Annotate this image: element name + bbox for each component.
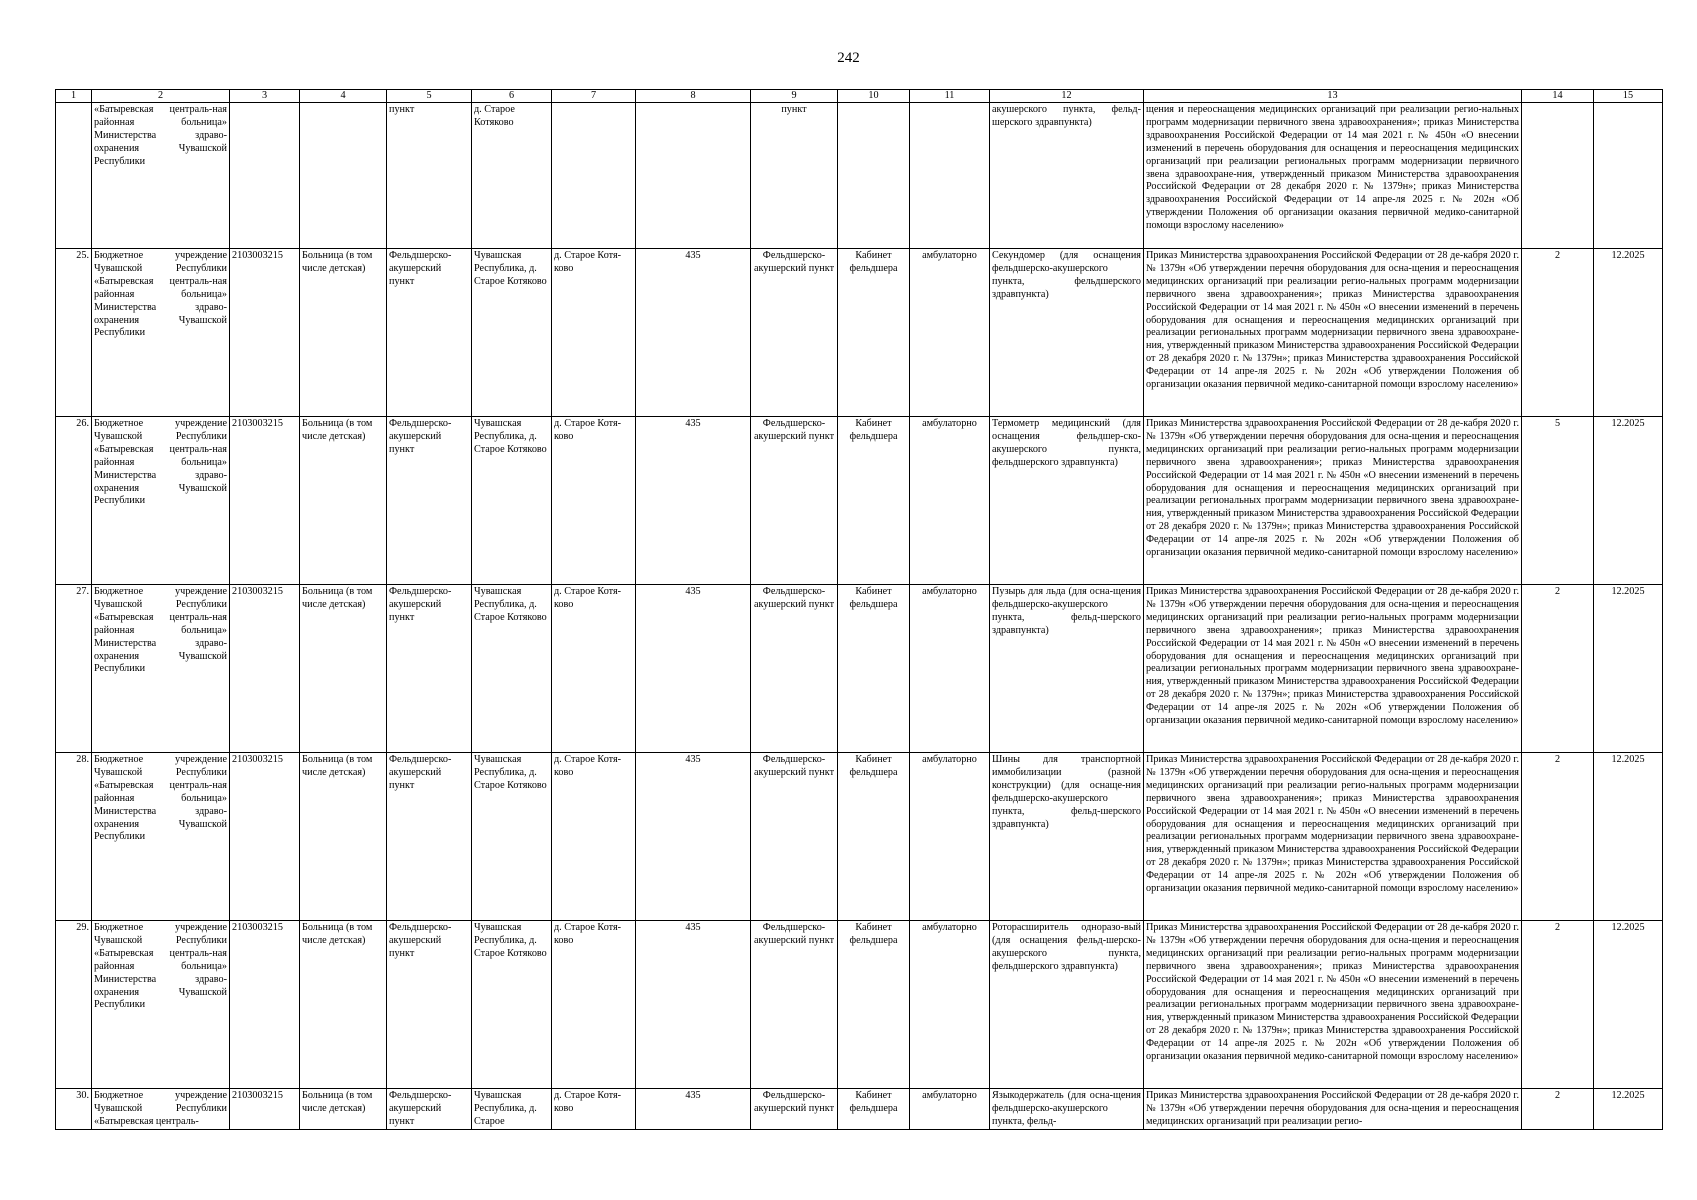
- cell-code: 435: [636, 585, 751, 753]
- cell-qty: 2: [1522, 753, 1594, 921]
- cell-room: Кабинет фельдшера: [838, 417, 910, 585]
- cell-code: 435: [636, 1089, 751, 1130]
- cell-mode: амбулаторно: [910, 1089, 990, 1130]
- cell-item: Секундомер (для оснащения фельдшерско-акушерского пункта, фельдшерского здравпункта): [990, 249, 1144, 417]
- cell-qty: 2: [1522, 249, 1594, 417]
- cell-unit: Фельдшерско-акушерский пункт: [387, 921, 472, 1089]
- cell-room: Кабинет фельдшера: [838, 585, 910, 753]
- cell-inn: [230, 103, 300, 249]
- cell-org: Бюджетное учреждение Чувашской Республики «Батыревская централь-: [92, 1089, 230, 1130]
- cell-type: Больница (в том числе детская): [300, 753, 387, 921]
- cell-num: 27.: [56, 585, 92, 753]
- cell-basis: Приказ Министерства здравоохранения Российской Федерации от 28 де-кабря 2020 г. № 1379н «Об утверждении перечня оборудования для осна-щения и переоснащения медицинских организаций при реализации регио-нальных программ модернизации первичного звена здравоохранения»; приказ Министерства здравоохранения Российской Федерации от 14 мая 2021 г. № 450н «О внесении изменений в перечень оборудования для оснащения и переоснащения медицинских организаций при реализации региональных программ модернизации первичного звена здравоохране-ния, утвержденный приказом Министерства здравоохранения Российской Федерации от 28 декабря 2020 г. № 1379н»; приказ Министерства здравоохранения Российской Федерации от 14 апре-ля 2025 г. № 202н «Об утверждении Положения об организации оказания первичной медико-санитарной помощи взрослому населению»: [1144, 753, 1522, 921]
- cell-unit: Фельдшерско-акушерский пункт: [387, 1089, 472, 1130]
- cell-qty: 2: [1522, 585, 1594, 753]
- cell-unit: Фельдшерско-акушерский пункт: [387, 249, 472, 417]
- cell-unit: Фельдшерско-акушерский пункт: [387, 753, 472, 921]
- cell-num: 25.: [56, 249, 92, 417]
- cell-item: Языкодержатель (для осна-щения фельдшерско-акушерского пункта, фельд-: [990, 1089, 1144, 1130]
- cell-mode: амбулаторно: [910, 585, 990, 753]
- col-header: 8: [636, 90, 751, 103]
- cell-room: Кабинет фельдшера: [838, 921, 910, 1089]
- column-number-row: [56, 90, 1663, 103]
- col-header: 2: [92, 90, 230, 103]
- cell-date: 12.2025: [1594, 585, 1663, 753]
- cell-basis: Приказ Министерства здравоохранения Российской Федерации от 28 де-кабря 2020 г. № 1379н «Об утверждении перечня оборудования для осна-щения и переоснащения медицинских организаций при реализации регио-нальных программ модернизации первичного звена здравоохранения»; приказ Министерства здравоохранения Российской Федерации от 14 мая 2021 г. № 450н «О внесении изменений в перечень оборудования для оснащения и переоснащения медицинских организаций при реализации региональных программ модернизации первичного звена здравоохране-ния, утвержденный приказом Министерства здравоохранения Российской Федерации от 28 декабря 2020 г. № 1379н»; приказ Министерства здравоохранения Российской Федерации от 14 апре-ля 2025 г. № 202н «Об утверждении Положения об организации оказания первичной медико-санитарной помощи взрослому населению»: [1144, 249, 1522, 417]
- cell-item: Пузырь для льда (для осна-щения фельдшерско-акушерского пункта, фельд-шерского здравпункта): [990, 585, 1144, 753]
- cell-unit: Фельдшерско-акушерский пункт: [387, 417, 472, 585]
- table-row: [56, 417, 1663, 585]
- col-header: 6: [472, 90, 552, 103]
- cell-subunit: пункт: [751, 103, 838, 249]
- cell-locality: д. Старое Котя-ково: [552, 1089, 636, 1130]
- cell-date: 12.2025: [1594, 753, 1663, 921]
- cell-qty: 5: [1522, 417, 1594, 585]
- cell-item: Шины для транспортной иммобилизации (разной конструкции) (для оснаще-ния фельдшерско-акушерского пункта, фельд-шерского здравпункта): [990, 753, 1144, 921]
- cell-code: [636, 103, 751, 249]
- cell-num: 29.: [56, 921, 92, 1089]
- cell-room: Кабинет фельдшера: [838, 1089, 910, 1130]
- cell-num: 28.: [56, 753, 92, 921]
- cell-inn: 2103003215: [230, 585, 300, 753]
- cell-address: Чувашская Республика, д. Старое Котяково: [472, 753, 552, 921]
- cell-code: 435: [636, 249, 751, 417]
- cell-basis: Приказ Министерства здравоохранения Российской Федерации от 28 де-кабря 2020 г. № 1379н «Об утверждении перечня оборудования для осна-щения и переоснащения медицинских организаций при реализации регио-: [1144, 1089, 1522, 1130]
- cell-inn: 2103003215: [230, 249, 300, 417]
- cell-num: [56, 103, 92, 249]
- cell-item: Термометр медицинский (для оснащения фельдшер-ско-акушерского пункта, фельдшерского здравпункта): [990, 417, 1144, 585]
- cell-basis: щения и переоснащения медицинских организаций при реализации регио-нальных программ модернизации первичного звена здравоохранения»; приказ Министерства здравоохранения Российской Федерации от 14 мая 2021 г. № 450н «О внесении изменений в перечень оборудования для оснащения и переоснащения медицинских организаций при реализации региональных программ модернизации первичного звена здравоохране-ния, утвержденный приказом Министерства здравоохранения Российской Федерации от 28 декабря 2020 г. № 1379н»; приказ Министерства здравоохранения Российской Федерации от 14 апре-ля 2025 г. № 202н «Об утверждении Положения об организации оказания первичной медико-санитарной помощи взрослому населению»: [1144, 103, 1522, 249]
- cell-org: Бюджетное учреждение Чувашской Республики «Батыревская централь-ная районная больница» Министерства здраво-охранения Чувашской Республики: [92, 249, 230, 417]
- cell-type: Больница (в том числе детская): [300, 921, 387, 1089]
- table-row: [56, 585, 1663, 753]
- cell-inn: 2103003215: [230, 753, 300, 921]
- cell-address: Чувашская Республика, д. Старое: [472, 1089, 552, 1130]
- col-header: 1: [56, 90, 92, 103]
- cell-subunit: Фельдшерско-акушерский пункт: [751, 249, 838, 417]
- cell-date: 12.2025: [1594, 921, 1663, 1089]
- cell-num: 30.: [56, 1089, 92, 1130]
- cell-locality: д. Старое Котя-ково: [552, 249, 636, 417]
- cell-code: 435: [636, 921, 751, 1089]
- cell-address: Чувашская Республика, д. Старое Котяково: [472, 417, 552, 585]
- col-header: 10: [838, 90, 910, 103]
- col-header: 4: [300, 90, 387, 103]
- cell-locality: д. Старое Котя-ково: [552, 417, 636, 585]
- cell-inn: 2103003215: [230, 1089, 300, 1130]
- cell-unit: Фельдшерско-акушерский пункт: [387, 585, 472, 753]
- cell-code: 435: [636, 417, 751, 585]
- cell-room: Кабинет фельдшера: [838, 753, 910, 921]
- cell-qty: 2: [1522, 921, 1594, 1089]
- cell-mode: амбулаторно: [910, 921, 990, 1089]
- cell-org: «Батыревская централь-ная районная больница» Министерства здраво-охранения Чувашской Республики: [92, 103, 230, 249]
- cell-basis: Приказ Министерства здравоохранения Российской Федерации от 28 де-кабря 2020 г. № 1379н «Об утверждении перечня оборудования для осна-щения и переоснащения медицинских организаций при реализации регио-нальных программ модернизации первичного звена здравоохранения»; приказ Министерства здравоохранения Российской Федерации от 14 мая 2021 г. № 450н «О внесении изменений в перечень оборудования для оснащения и переоснащения медицинских организаций при реализации региональных программ модернизации первичного звена здравоохране-ния, утвержденный приказом Министерства здравоохранения Российской Федерации от 28 декабря 2020 г. № 1379н»; приказ Министерства здравоохранения Российской Федерации от 14 апре-ля 2025 г. № 202н «Об утверждении Положения об организации оказания первичной медико-санитарной помощи взрослому населению»: [1144, 585, 1522, 753]
- cell-item: акушерского пункта, фельд-шерского здравпункта): [990, 103, 1144, 249]
- col-header: 7: [552, 90, 636, 103]
- cell-num: 26.: [56, 417, 92, 585]
- col-header: 9: [751, 90, 838, 103]
- cell-inn: 2103003215: [230, 921, 300, 1089]
- cell-date: 12.2025: [1594, 1089, 1663, 1130]
- col-header: 13: [1144, 90, 1522, 103]
- col-header: 11: [910, 90, 990, 103]
- cell-org: Бюджетное учреждение Чувашской Республики «Батыревская централь-ная районная больница» Министерства здраво-охранения Чувашской Республики: [92, 753, 230, 921]
- cell-address: Чувашская Республика, д. Старое Котяково: [472, 249, 552, 417]
- cell-inn: 2103003215: [230, 417, 300, 585]
- page-number: 242: [837, 50, 860, 66]
- table-row: [56, 1089, 1663, 1130]
- cell-date: 12.2025: [1594, 249, 1663, 417]
- cell-code: 435: [636, 753, 751, 921]
- cell-locality: д. Старое Котя-ково: [552, 753, 636, 921]
- table-row: [56, 249, 1663, 417]
- table-row: [56, 921, 1663, 1089]
- cell-unit: пункт: [387, 103, 472, 249]
- equipment-table: [55, 89, 1663, 1130]
- cell-locality: [552, 103, 636, 249]
- cell-qty: [1522, 103, 1594, 249]
- cell-type: Больница (в том числе детская): [300, 1089, 387, 1130]
- cell-org: Бюджетное учреждение Чувашской Республики «Батыревская централь-ная районная больница» Министерства здраво-охранения Чувашской Республики: [92, 921, 230, 1089]
- cell-address: д. Старое Котяково: [472, 103, 552, 249]
- cell-qty: 2: [1522, 1089, 1594, 1130]
- cell-basis: Приказ Министерства здравоохранения Российской Федерации от 28 де-кабря 2020 г. № 1379н «Об утверждении перечня оборудования для осна-щения и переоснащения медицинских организаций при реализации регио-нальных программ модернизации первичного звена здравоохранения»; приказ Министерства здравоохранения Российской Федерации от 14 мая 2021 г. № 450н «О внесении изменений в перечень оборудования для оснащения и переоснащения медицинских организаций при реализации региональных программ модернизации первичного звена здравоохране-ния, утвержденный приказом Министерства здравоохранения Российской Федерации от 28 декабря 2020 г. № 1379н»; приказ Министерства здравоохранения Российской Федерации от 14 апре-ля 2025 г. № 202н «Об утверждении Положения об организации оказания первичной медико-санитарной помощи взрослому населению»: [1144, 921, 1522, 1089]
- col-header: 3: [230, 90, 300, 103]
- cell-subunit: Фельдшерско-акушерский пункт: [751, 585, 838, 753]
- col-header: 12: [990, 90, 1144, 103]
- cell-subunit: Фельдшерско-акушерский пункт: [751, 417, 838, 585]
- cell-org: Бюджетное учреждение Чувашской Республики «Батыревская централь-ная районная больница» Министерства здраво-охранения Чувашской Республики: [92, 585, 230, 753]
- cell-type: Больница (в том числе детская): [300, 585, 387, 753]
- cell-room: [838, 103, 910, 249]
- cell-mode: амбулаторно: [910, 417, 990, 585]
- cell-subunit: Фельдшерско-акушерский пункт: [751, 753, 838, 921]
- cell-subunit: Фельдшерско-акушерский пункт: [751, 921, 838, 1089]
- cell-locality: д. Старое Котя-ково: [552, 585, 636, 753]
- cell-type: Больница (в том числе детская): [300, 249, 387, 417]
- col-header: 15: [1594, 90, 1663, 103]
- cell-room: Кабинет фельдшера: [838, 249, 910, 417]
- table-row: [56, 753, 1663, 921]
- cell-mode: [910, 103, 990, 249]
- cell-locality: д. Старое Котя-ково: [552, 921, 636, 1089]
- cell-org: Бюджетное учреждение Чувашской Республики «Батыревская централь-ная районная больница» Министерства здраво-охранения Чувашской Республики: [92, 417, 230, 585]
- cell-address: Чувашская Республика, д. Старое Котяково: [472, 585, 552, 753]
- cell-subunit: Фельдшерско-акушерский пункт: [751, 1089, 838, 1130]
- cell-date: 12.2025: [1594, 417, 1663, 585]
- cell-type: [300, 103, 387, 249]
- cell-date: [1594, 103, 1663, 249]
- cell-address: Чувашская Республика, д. Старое Котяково: [472, 921, 552, 1089]
- cell-type: Больница (в том числе детская): [300, 417, 387, 585]
- cell-item: Роторасширитель одноразо-вый (для оснащения фельд-шерско-акушерского пункта, фельдшерского здравпункта): [990, 921, 1144, 1089]
- cell-basis: Приказ Министерства здравоохранения Российской Федерации от 28 де-кабря 2020 г. № 1379н «Об утверждении перечня оборудования для осна-щения и переоснащения медицинских организаций при реализации регио-нальных программ модернизации первичного звена здравоохранения»; приказ Министерства здравоохранения Российской Федерации от 14 мая 2021 г. № 450н «О внесении изменений в перечень оборудования для оснащения и переоснащения медицинских организаций при реализации региональных программ модернизации первичного звена здравоохране-ния, утвержденный приказом Министерства здравоохранения Российской Федерации от 28 декабря 2020 г. № 1379н»; приказ Министерства здравоохранения Российской Федерации от 14 апре-ля 2025 г. № 202н «Об утверждении Положения об организации оказания первичной медико-санитарной помощи взрослому населению»: [1144, 417, 1522, 585]
- table-row-continued: [56, 103, 1663, 249]
- cell-mode: амбулаторно: [910, 249, 990, 417]
- cell-mode: амбулаторно: [910, 753, 990, 921]
- col-header: 14: [1522, 90, 1594, 103]
- col-header: 5: [387, 90, 472, 103]
